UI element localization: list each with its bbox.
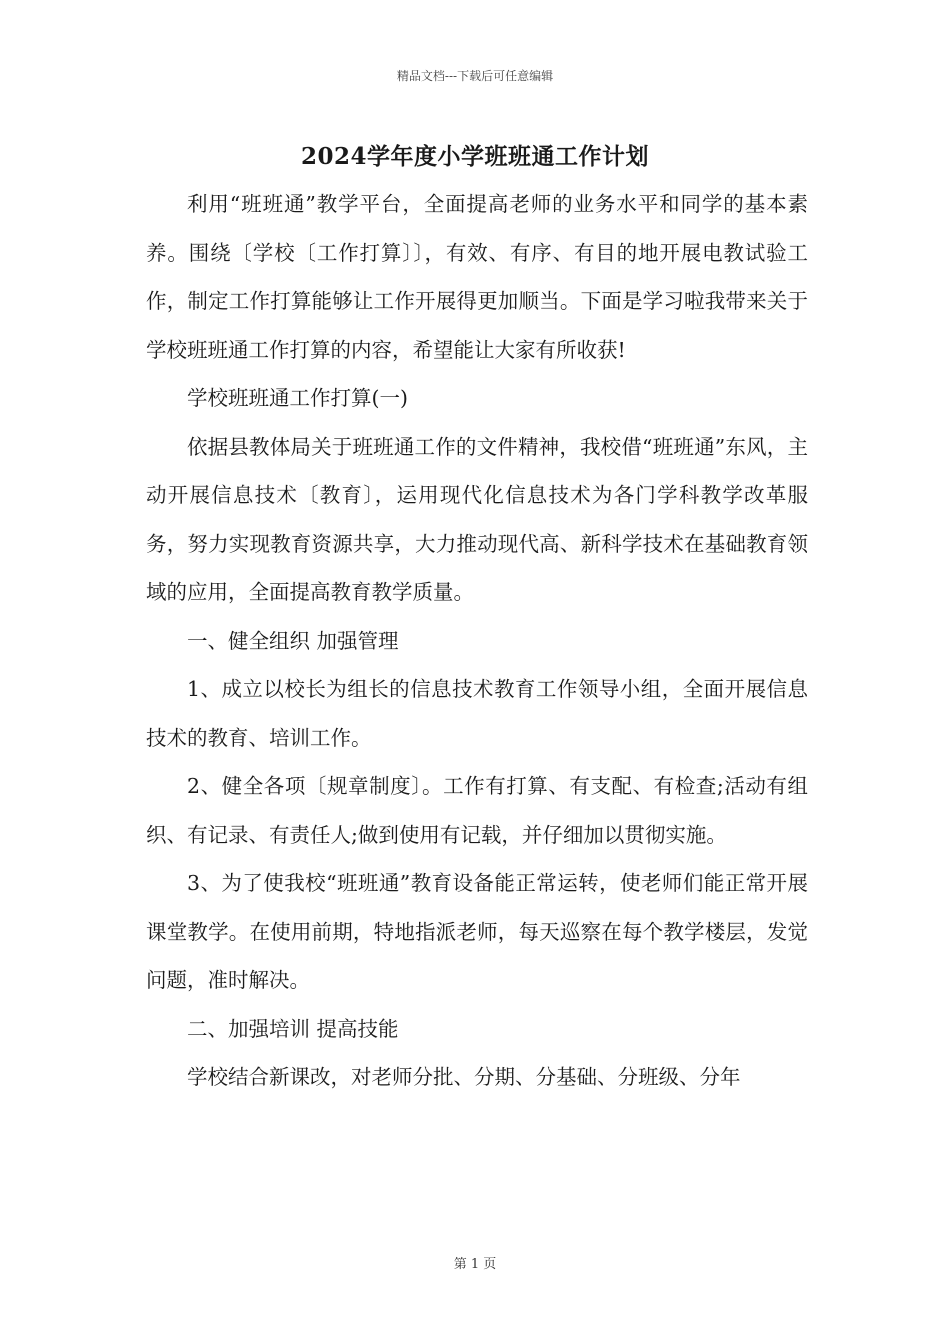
section-heading-plan-1: 学校班班通工作打算(一) xyxy=(187,386,408,410)
page-footer: 第 1 页 xyxy=(453,1257,497,1272)
document-body xyxy=(146,180,808,1102)
section-heading-organization: 一、健全组织 加强管理 xyxy=(187,628,399,653)
list-item-1: 1、成立以校长为组长的信息技术教育工作领导小组，全面开展信息技术的教育、培训工作。 xyxy=(146,677,808,750)
paragraph-policy: 依据县教体局关于班班通工作的文件精神，我校借“班班通”东风，主动开展信息技术〔教育〕，运用现代化信息技术为各门学科教学改革服务，努力实现教育资源共享，大力推动现代高、新科学技术在基础教育领域的应用，全面提高教育教学质量。 xyxy=(146,434,808,604)
list-item-3: 3、为了使我校“班班通”教育设备能正常运转，使老师们能正常开展课堂教学。在使用前期，特地指派老师，每天巡察在每个教学楼层，发觉问题，准时解决。 xyxy=(146,871,808,992)
paragraph-intro: 利用“班班通”教学平台，全面提高老师的业务水平和同学的基本素养。围绕〔学校〔工作打算〕〕，有效、有序、有目的地开展电教试验工作，制定工作打算能够让工作开展得更加顺当。下面是学习啦我带来关于学校班班通工作打算的内容，希望能让大家有所收获! xyxy=(146,192,808,362)
list-item-2: 2、健全各项〔规章制度〕。工作有打算、有支配、有检查;活动有组织、有记录、有责任人;做到使用有记载，并仔细加以贯彻实施。 xyxy=(146,774,808,847)
paragraph-training: 学校结合新课改，对老师分批、分期、分基础、分班级、分年 xyxy=(187,1065,741,1089)
section-heading-training: 二、加强培训 提高技能 xyxy=(187,1016,399,1041)
document-title: 2024学年度小学班班通工作计划 xyxy=(300,143,649,170)
page-header: 精品文档---下载后可任意编辑 xyxy=(396,69,554,83)
